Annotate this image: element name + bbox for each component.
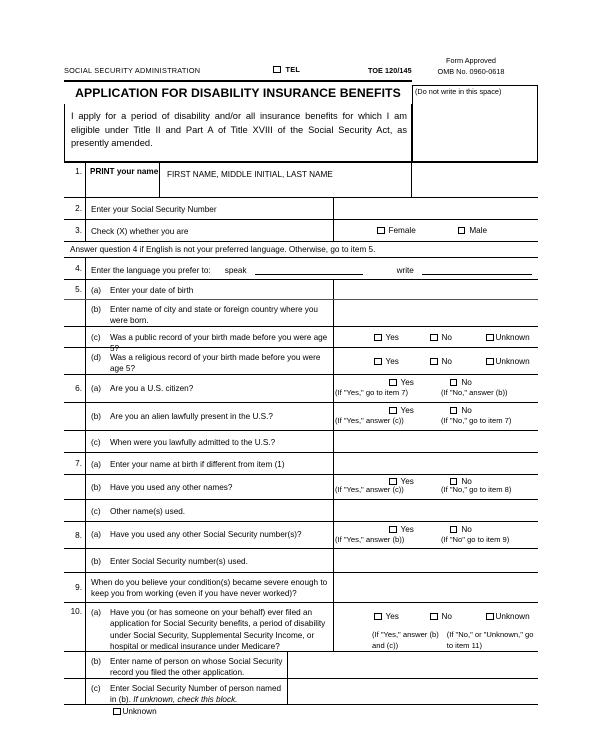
row-item-6c [64,430,538,452]
tel-checkbox-group[interactable] [273,65,300,74]
item-3-female-checkbox[interactable] [377,227,385,235]
row-item-7b [64,474,538,499]
item-3-male-option[interactable] [458,226,487,235]
item-8b-question: Enter Social Security number(s) used. [110,557,248,566]
item-6b-yes-label: Yes [400,406,414,415]
item-10a-yes-hint: (If "Yes," answer (b) and (c)) [372,630,439,650]
item-6a-question: Are you a U.S. citizen? [110,384,194,393]
item-8a-no-option[interactable] [450,525,472,534]
row-item-8a [64,521,538,548]
item-8b-answer-field[interactable] [333,549,538,572]
item-10a-question-cell [86,603,333,651]
item-10c-italic-note: If unknown, check this block. [133,695,238,705]
item-8a-yes-option[interactable] [389,525,414,534]
item-6a-yes-hint: (If "Yes," go to item 7) [335,388,409,397]
item-5b-question: Enter name of city and state or foreign country where you were born. [110,305,318,326]
item-8a-yes-label: Yes [400,525,414,534]
item-4-speak-input[interactable] [255,265,363,275]
item-10c-letter: (c) [91,684,101,693]
item-3-answer-area [333,220,538,241]
page-title: APPLICATION FOR DISABILITY INSURANCE BENEFITS [75,85,401,100]
item-10b-answer-field[interactable] [288,652,538,678]
item-4-question-row [86,258,538,279]
item-9-number: 9. [64,573,86,602]
item-5d-number-spacer [64,348,86,374]
item-4-write-label: write [396,266,414,275]
item-5d-question-cell [86,348,333,374]
item-6b-question: Are you an alien lawfully present in the U.S.? [110,412,273,421]
item-5d-question: Was a religious record of your birth made before you were age 5? [110,353,321,374]
item-5c-question-cell [86,327,333,354]
form-header [64,58,538,80]
item-5d-no-checkbox[interactable] [430,358,438,366]
item-5c-no-label: No [441,332,452,342]
item-7c-number-spacer [64,500,86,521]
item-4-question: Enter the language you prefer to: [91,266,211,275]
item-1-name-hint: FIRST NAME, MIDDLE INITIAL, LAST NAME [167,170,333,179]
item-8a-no-label: No [461,525,472,534]
item-7a-question: Enter your name at birth if different from item (1) [110,460,285,469]
item-6a-no-option[interactable] [450,378,472,387]
item-10b-number-spacer [64,652,86,678]
form-approval-block [404,56,538,77]
item-6a-yes-checkbox[interactable] [389,379,397,387]
item-1-number: 1. [64,163,86,197]
item-5d-unknown-checkbox[interactable] [486,358,494,366]
item-8b-number-spacer [64,549,86,572]
item-7b-question: Have you used any other names? [110,483,233,492]
item-5d-no-option[interactable] [430,357,452,366]
item-5d-yes-option[interactable] [374,357,399,366]
row-item-3 [64,219,538,241]
row-item-5c [64,326,538,354]
item-6b-number-spacer [64,403,86,430]
item-5-number: 5. [64,280,86,299]
item-5d-yes-checkbox[interactable] [374,358,382,366]
item-5d-unknown-option[interactable] [486,357,530,366]
item-5c-yes-checkbox[interactable] [374,334,382,342]
item-10-number: 10. [64,603,86,651]
item-10c-question-text: Enter Social Security Number of person named in (b). [110,684,282,705]
item-3-female-option[interactable] [377,226,416,235]
item-5c-number-spacer [64,327,86,347]
form-approved-text: Form Approved [446,56,496,65]
item-6c-question-cell [86,431,333,452]
item-8a-yes-checkbox[interactable] [389,526,397,534]
item-10c-question [110,683,283,716]
item-1-print-label: PRINT your name [86,163,160,197]
item-10c-answer-field[interactable] [288,679,538,704]
row-item-7a [64,452,538,474]
item-2-question: Enter your Social Security Number [91,205,217,214]
intro-statement-box [64,104,412,162]
item-5c-yes-option[interactable] [374,333,399,342]
row-item-7c [64,499,538,521]
item-5c-unknown-option[interactable] [486,333,530,342]
item-10c-unknown-label: Unknown [122,706,157,716]
item-9-answer-field[interactable] [333,573,538,602]
item-10a-yes-option[interactable] [374,612,399,621]
item-6a-no-hint: (If "No," answer (b)) [441,388,508,397]
item-7b-number-spacer [64,475,86,499]
item-10a-yes-checkbox[interactable] [374,613,382,621]
row-item-10c [64,678,538,716]
item-6c-number-spacer [64,431,86,452]
item-6b-yes-checkbox[interactable] [389,407,397,415]
item-7b-no-hint: (If "No," go to item 8) [441,485,512,494]
item-10a-answer-area [333,603,538,651]
item-10a-unknown-checkbox[interactable] [486,613,494,621]
item-10a-question: Have you (or has someone on your behalf) ever filed an application for Social Security benefits, a period of disability under Social Security, Supplemental Security Income, or hospital or medical insurance under Medicare? [110,608,326,652]
item-5c-unknown-checkbox[interactable] [486,334,494,342]
item-10a-no-label: No [441,611,452,621]
item-10b-question: Enter name of person on whose Social Security record you filed the other application. [110,657,283,678]
item-6a-no-label: No [461,378,472,387]
item-4-number: 4. [64,258,86,279]
item-8-number: 8. [64,522,86,548]
row-item-10b [64,651,538,678]
item-10a-unknown-option[interactable] [486,612,530,621]
item-2-number: 2. [64,198,86,219]
item-10c-unknown-checkbox[interactable] [113,708,121,716]
item-5b-question-cell [86,300,333,326]
item-10a-yes-label: Yes [385,611,399,621]
item-7c-question-cell [86,500,333,521]
row-item-4 [64,257,538,279]
item-6c-answer-field[interactable] [333,431,538,452]
item-4-write-input[interactable] [422,265,532,275]
item-6b-yes-option[interactable] [389,406,414,415]
toe-code: TOE 120/145 [368,66,412,75]
item-6b-letter: (b) [91,412,102,421]
item-6b-no-option[interactable] [450,406,472,415]
item-10a-unknown-label: Unknown [495,611,530,621]
form-title-bar [64,81,412,104]
item-1-right-blank [412,163,538,197]
item-5a-question: Enter your date of birth [110,286,194,295]
item-10c-number-spacer [64,679,86,704]
item-5a-question-cell [86,280,333,299]
item-6c-question: When were you lawfully admitted to the U.S.? [110,438,276,447]
row-item-10a [64,602,538,651]
item-7b-question-cell [86,475,333,499]
item-5b-number-spacer [64,300,86,326]
item-5d-yes-label: Yes [385,356,399,366]
item-7b-yes-hint: (If "Yes," answer (c)) [335,485,404,494]
item-5a-letter: (a) [91,286,102,295]
intro-statement-text: I apply for a period of disability and/or all insurance benefits for which I am eligible under Title II and Part A of Title XVIII of the Social Security Act, as presently amended. [71,111,407,149]
item-6a-yes-option[interactable] [389,378,414,387]
item-5c-letter: (c) [91,333,101,342]
tel-checkbox[interactable] [273,66,281,74]
agency-name: SOCIAL SECURITY ADMINISTRATION [64,66,201,75]
item-10b-letter: (b) [91,657,102,666]
item-8a-letter: (a) [91,530,102,539]
item-3-male-label: Male [469,226,488,235]
item-2-answer-field[interactable] [333,198,538,219]
item-6a-letter: (a) [91,384,102,393]
item-10c-question-cell [86,679,288,716]
item-7b-letter: (b) [91,483,102,492]
omb-number: OMB No. 0960-0618 [437,66,505,76]
item-6a-no-checkbox[interactable] [450,379,458,387]
item-1-name-field[interactable] [160,163,412,197]
row-item-5b [64,299,538,326]
item-7c-letter: (c) [91,507,101,516]
item-3-number: 3. [64,220,86,241]
item-8a-question-cell [86,522,333,548]
item-10a-no-hint: (If "No," or "Unknown," go to item 11) [446,630,534,650]
item-10c-unknown-option[interactable] [113,706,157,717]
item-10a-no-checkbox[interactable] [430,613,438,621]
row-item-2 [64,197,538,219]
item-10b-question-cell [86,652,288,678]
item-5b-answer-field[interactable] [333,300,538,326]
item-7-number: 7. [64,453,86,474]
item-5b-letter: (b) [91,305,102,314]
row-item-5a [64,279,538,299]
item-6b-no-hint: (If "No," go to item 7) [441,416,512,425]
item-6a-question-cell [86,375,333,402]
item-8a-yes-hint: (If "Yes," answer (b)) [335,535,405,544]
do-not-write-label: (Do not write in this space) [415,87,502,96]
item-6-number: 6. [64,375,86,402]
item-5c-answer-area [333,327,538,347]
item-8b-letter: (b) [91,557,102,566]
item-6b-question-cell [86,403,333,430]
item-9-question: When do you believe your condition(s) became severe enough to keep you from working (even if you have never worked)? [91,578,328,599]
item-7a-question-cell [86,453,333,474]
item-5c-no-checkbox[interactable] [430,334,438,342]
item-8b-question-cell [86,549,333,572]
row-item-9 [64,572,538,602]
item-5c-unknown-label: Unknown [495,332,530,342]
item-6b-no-label: No [461,406,472,415]
item-8a-answer-area [333,522,538,548]
item-4-instruction-strip: Answer question 4 if English is not your preferred language. Otherwise, go to item 5. [64,241,538,257]
item-5d-no-label: No [441,356,452,366]
item-10a-letter: (a) [91,608,102,617]
row-item-6b [64,402,538,430]
item-6b-no-checkbox[interactable] [450,407,458,415]
item-6a-answer-area [333,375,538,402]
item-5d-answer-area [333,348,538,374]
item-6b-answer-area [333,403,538,430]
row-item-1 [64,162,538,197]
item-8a-no-checkbox[interactable] [450,526,458,534]
row-item-8b [64,548,538,572]
item-6b-yes-hint: (If "Yes," answer (c)) [335,416,404,425]
item-7c-question: Other name(s) used. [110,507,186,516]
item-7a-answer-field[interactable] [333,453,538,474]
item-8a-no-hint: (If "No" go to item 9) [441,535,510,544]
item-5d-unknown-label: Unknown [495,356,530,366]
item-10a-no-option[interactable] [430,612,452,621]
form-body-table [64,162,538,716]
item-5c-question: Was a public record of your birth made before you were age 5? [110,333,328,354]
item-3-female-label: Female [388,226,416,235]
item-5c-yes-label: Yes [385,332,399,342]
item-7b-no-label: No [461,477,472,486]
item-7a-letter: (a) [91,460,102,469]
item-6c-letter: (c) [91,438,101,447]
item-4-speak-label: speak [224,266,247,275]
item-5c-no-option[interactable] [430,333,452,342]
row-item-6a [64,374,538,402]
item-3-male-checkbox[interactable] [458,227,466,235]
item-7c-answer-field[interactable] [333,500,538,521]
item-8a-question: Have you used any other Social Security number(s)? [110,530,302,539]
item-5a-answer-field[interactable] [333,280,538,299]
item-7b-answer-area [333,475,538,499]
item-3-question: Check (X) whether you are [91,227,189,236]
item-6a-yes-label: Yes [400,378,414,387]
row-item-5d [64,347,538,374]
item-5d-letter: (d) [91,353,102,362]
item-7b-yes-label: Yes [400,477,414,486]
tel-label: TEL [285,65,301,74]
do-not-write-box [412,85,538,162]
